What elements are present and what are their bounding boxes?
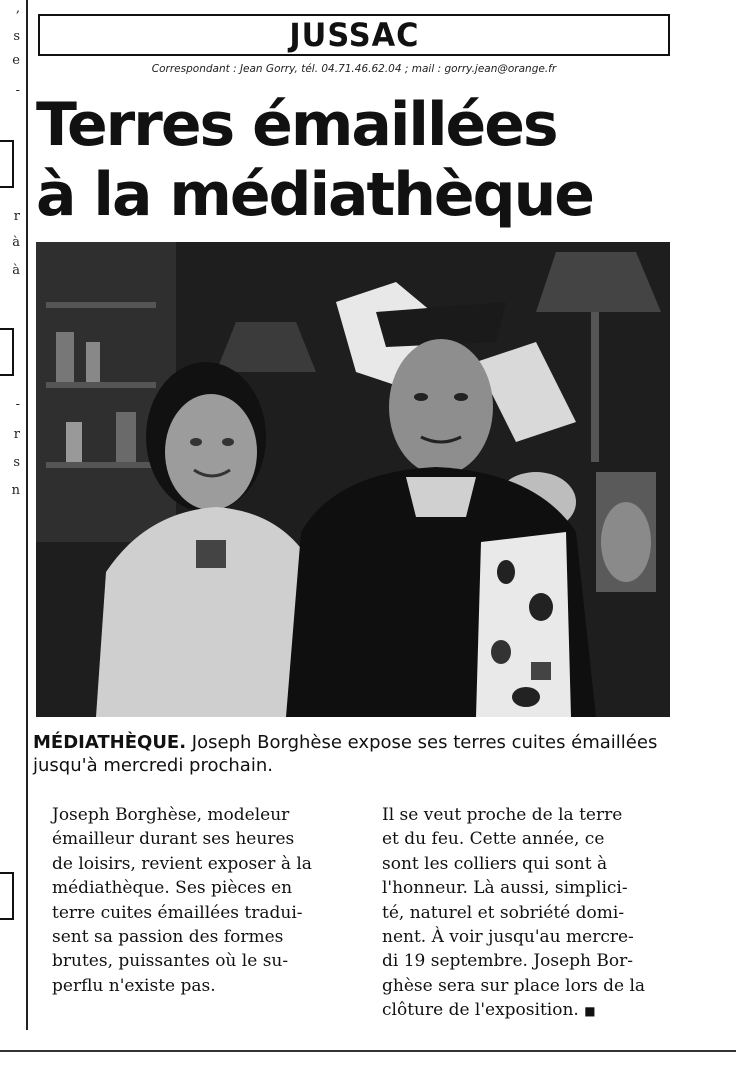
article-line: nent. À voir jusqu'au mercre-: [382, 927, 634, 948]
article-column-right: [382, 803, 672, 1024]
article-line: perflu n'existe pas.: [52, 975, 216, 996]
section-rubric: [38, 14, 670, 56]
bottom-rule: [0, 1050, 736, 1052]
column-rule: [26, 0, 28, 1030]
fragment-text: s: [13, 29, 20, 44]
article-headline: [36, 90, 696, 230]
fragment-text: ,: [15, 1, 20, 16]
rubric-title: JUSSAC: [289, 16, 419, 54]
article-last-line: clôture de l'exposition.: [382, 1000, 579, 1021]
article-line: sont les colliers qui sont à: [382, 853, 608, 874]
article-line: ghèse sera sur place lors de la: [382, 975, 646, 996]
article-column-left: [52, 803, 342, 998]
caption-text: Joseph Borghèse expose ses terres cuites émaillées jusqu'à mercredi prochain.: [33, 732, 658, 776]
article-line: brutes, puissantes où le su-: [52, 951, 289, 972]
article-line: [382, 998, 672, 1023]
caption-lead: MÉDIATHÈQUE.: [33, 732, 187, 753]
fragment-text: e: [12, 53, 20, 68]
correspondent-line: Correspondant : Jean Gorry, tél. 04.71.46.62.04 ; mail : gorry.jean@orange.fr: [151, 63, 557, 75]
article-line: Joseph Borghèse, modeleur: [52, 805, 290, 825]
fragment-text: r: [13, 427, 20, 442]
fragment-text: r: [13, 209, 20, 224]
headline-line-2: à la médiathèque: [36, 160, 593, 230]
article-line: Il se veut proche de la terre: [382, 805, 623, 825]
headline-line-1: Terres émaillées: [36, 90, 557, 160]
fragment-text: n: [11, 483, 20, 498]
article-line: et du feu. Cette année, ce: [382, 829, 605, 850]
photo-caption: [33, 731, 673, 777]
fragment-text: -: [15, 83, 20, 98]
article-line: de loisirs, revient exposer à la: [52, 853, 312, 874]
fragment-box: [0, 140, 14, 188]
end-mark-icon: ■: [584, 1004, 596, 1019]
fragment-text: s: [13, 455, 20, 470]
fragment-box: [0, 328, 14, 376]
photograph-icon: [36, 242, 670, 717]
fragment-text: à: [12, 263, 20, 278]
fragment-text: -: [15, 397, 20, 412]
article-line: di 19 septembre. Joseph Bor-: [382, 951, 633, 972]
adjacent-column-fragment: [0, 0, 24, 1040]
fragment-text: à: [12, 235, 20, 250]
article-photo: [36, 242, 670, 717]
article-line: té, naturel et sobriété domi-: [382, 902, 625, 923]
fragment-box: [0, 872, 14, 920]
article-line: émailleur durant ses heures: [52, 829, 295, 850]
article-line: sent sa passion des formes: [52, 927, 284, 948]
article-line: terre cuites émaillées tradui-: [52, 902, 303, 923]
article-line: médiathèque. Ses pièces en: [52, 878, 293, 899]
article-line: l'honneur. Là aussi, simplici-: [382, 878, 628, 899]
